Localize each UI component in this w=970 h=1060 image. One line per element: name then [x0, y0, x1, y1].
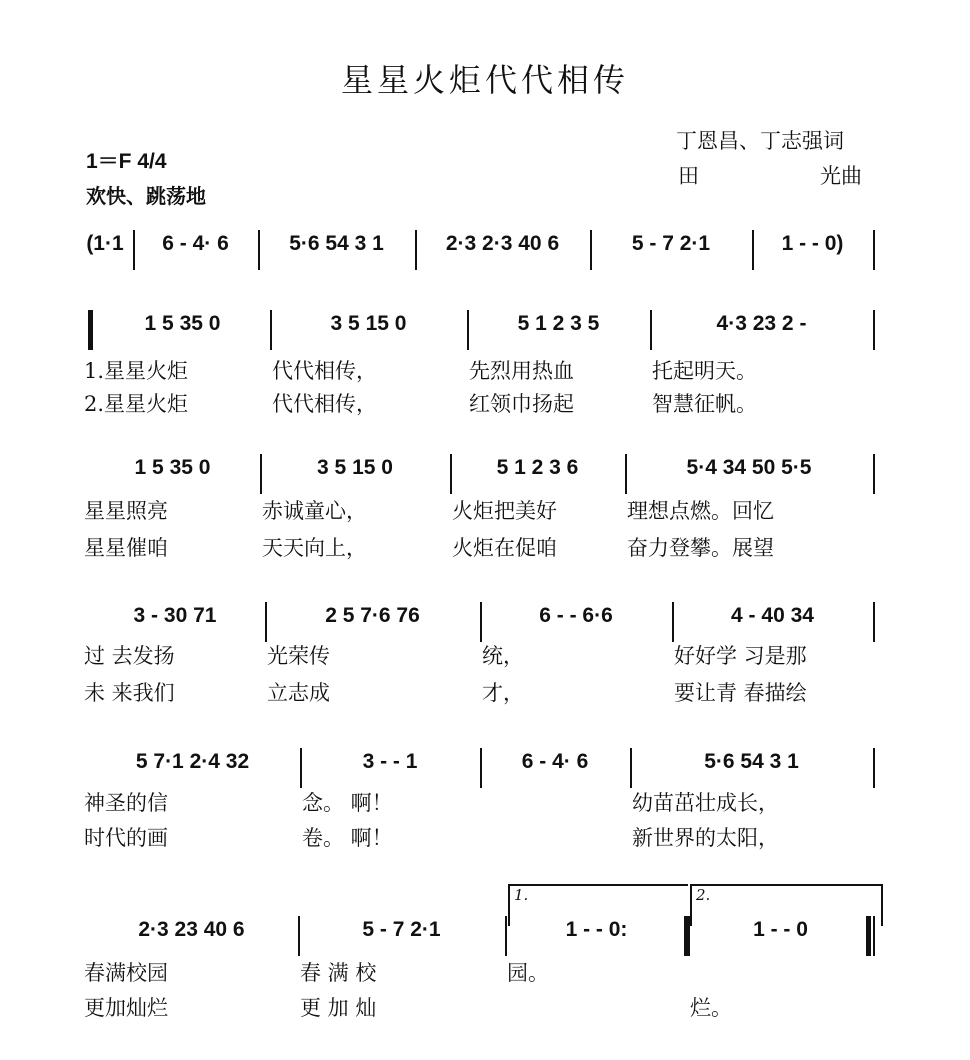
bar-line — [88, 310, 93, 350]
bar-line — [505, 916, 507, 956]
lyric-phrase: 要让青 春描绘 — [674, 681, 807, 705]
measure: 3 - - 1 — [362, 750, 418, 773]
bar-line — [133, 230, 135, 270]
measure: 5 1 2 3 6 — [496, 456, 579, 479]
lyric-phrase: 春满校园 — [84, 961, 168, 985]
lyric-phrase: 未 来我们 — [84, 681, 175, 705]
lyric-phrase: 更 加 灿 — [300, 996, 377, 1020]
bar-line — [480, 602, 482, 642]
bar-line — [467, 310, 469, 350]
measure: 5 7·1 2·4 32 — [135, 750, 250, 773]
measure: 3 5 15 0 — [330, 312, 407, 335]
lyric-phrase: 星星照亮 — [84, 499, 168, 523]
lyric-phrase: 天天向上， — [262, 536, 367, 560]
bar-line — [873, 748, 875, 788]
bar-line — [415, 230, 417, 270]
measure: 1 - - 0: — [565, 918, 628, 941]
lyric-phrase: 2.星星火炬 — [84, 392, 189, 416]
lyric-phrase: 时代的画 — [84, 826, 168, 850]
bar-line — [873, 602, 875, 642]
measure: 1 5 35 0 — [144, 312, 221, 335]
bar-line — [260, 454, 262, 494]
lyric-phrase: 卷。 啊！ — [302, 826, 393, 850]
measure: 6 - - 6·6 — [539, 604, 613, 627]
composer-prefix: 田 — [678, 164, 699, 188]
bar-line — [270, 310, 272, 350]
lyric-phrase: 代代相传， — [272, 392, 377, 416]
lyric-phrase: 念。 啊！ — [302, 791, 393, 815]
measure: 1 - - 0) — [781, 232, 844, 255]
measure: 5 - 7 2·1 — [362, 918, 441, 941]
lyric-phrase: 先烈用热血 — [469, 359, 574, 383]
key-signature: 1＝F 4/4 — [86, 150, 167, 173]
lyric-phrase: 立志成 — [267, 681, 330, 705]
lyric-phrase: 赤诚童心， — [262, 499, 367, 523]
measure: 5·6 54 3 1 — [289, 232, 384, 255]
lyric-phrase: 统， — [482, 644, 524, 668]
lyric-phrase: 才， — [482, 681, 524, 705]
measure: 5·6 54 3 1 — [704, 750, 799, 773]
volta-bracket: 1. — [508, 884, 688, 926]
bar-line — [625, 454, 627, 494]
lyric-phrase: 火炬在促咱 — [452, 536, 557, 560]
lyric-phrase: 烂。 — [690, 996, 732, 1020]
measure: 3 5 15 0 — [317, 456, 393, 479]
measure: 6 - 4· 6 — [162, 232, 229, 255]
lyric-phrase: 园。 — [507, 961, 549, 985]
lyric-phrase: 1.星星火炬 — [84, 359, 189, 383]
bar-line — [480, 748, 482, 788]
measure: 2·3 2·3 40 6 — [445, 232, 560, 255]
bar-line — [300, 748, 302, 788]
lyric-phrase: 智慧征帆。 — [652, 392, 757, 416]
bar-line — [873, 454, 875, 494]
bar-line — [672, 602, 674, 642]
song-title: 星星火炬代代相传 — [340, 61, 629, 99]
lyric-phrase: 新世界的太阳， — [632, 826, 779, 850]
measure: 4 - 40 34 — [731, 604, 814, 627]
volta-bracket: 2. — [690, 884, 883, 926]
bar-line — [258, 230, 260, 270]
lyricist-credit: 丁恩昌、丁志强词 — [676, 129, 844, 153]
lyric-phrase: 火炬把美好 — [452, 499, 557, 523]
bar-line — [873, 310, 875, 350]
measure: 5 - 7 2·1 — [631, 232, 711, 255]
tempo-marking: 欢快、跳荡地 — [86, 184, 206, 208]
lyric-phrase: 理想点燃。回忆 — [627, 499, 774, 523]
measure: 2 5 7·6 76 — [325, 604, 420, 627]
lyric-phrase: 过 去发扬 — [84, 644, 175, 668]
lyric-phrase: 星星催咱 — [84, 536, 168, 560]
measure: 5·4 34 50 5·5 — [686, 456, 812, 479]
lyric-phrase: 光荣传 — [267, 644, 330, 668]
measure: 6 - 4· 6 — [521, 750, 589, 773]
measure: 2·3 23 40 6 — [138, 918, 245, 941]
lyric-phrase: 春 满 校 — [300, 961, 377, 985]
bar-line — [298, 916, 300, 956]
bar-line — [590, 230, 592, 270]
bar-line — [630, 748, 632, 788]
bar-line — [450, 454, 452, 494]
lyric-phrase: 托起明天。 — [652, 359, 757, 383]
measure: 5 1 2 3 5 — [517, 312, 600, 335]
lyric-phrase: 幼苗茁壮成长， — [632, 791, 779, 815]
measure: 1 5 35 0 — [134, 456, 211, 479]
lyric-phrase: 红领巾扬起 — [469, 392, 574, 416]
measure: (1·1 — [86, 232, 124, 255]
bar-line — [265, 602, 267, 642]
lyric-phrase: 好好学 习是那 — [674, 644, 807, 668]
lyric-phrase: 代代相传， — [272, 359, 377, 383]
measure: 1 - - 0 — [753, 918, 808, 941]
measure: 4·3 23 2 - — [716, 312, 807, 335]
lyric-phrase: 更加灿烂 — [84, 996, 168, 1020]
bar-line — [873, 230, 875, 270]
composer-credit: 光曲 — [820, 164, 862, 188]
lyric-phrase: 奋力登攀。展望 — [627, 536, 774, 560]
bar-line — [752, 230, 754, 270]
measure: 3 - 30 71 — [133, 604, 217, 627]
lyric-phrase: 神圣的信 — [84, 791, 168, 815]
bar-line — [650, 310, 652, 350]
